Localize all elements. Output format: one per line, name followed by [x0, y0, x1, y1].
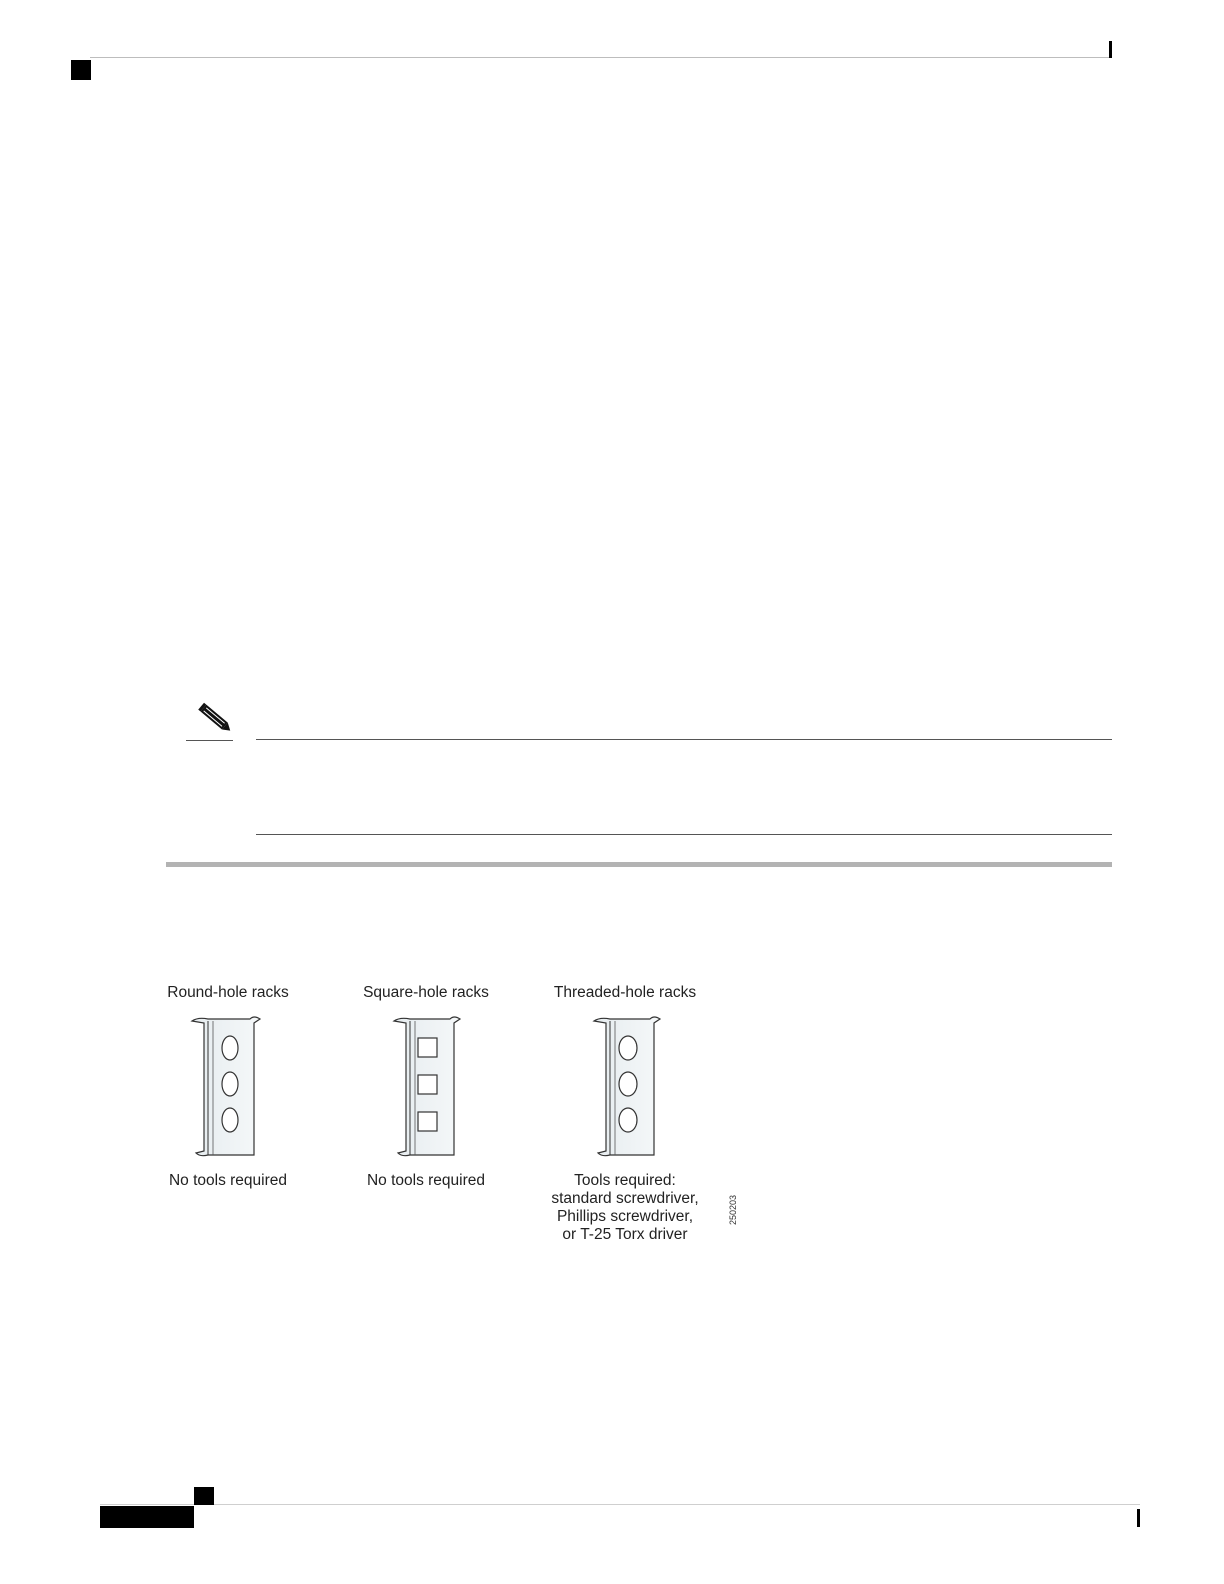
note-rule-short [186, 740, 233, 741]
header-marker [71, 60, 91, 80]
panel-title-square: Square-hole racks [363, 984, 489, 1001]
footer-marker [194, 1487, 214, 1505]
header-tick [1109, 41, 1112, 58]
panel-title-threaded: Threaded-hole racks [553, 984, 697, 1001]
panel-caption-threaded-3: Phillips screwdriver, [556, 1208, 694, 1225]
header-rule [90, 57, 1112, 58]
panel-caption-round: No tools required [168, 1172, 288, 1189]
note-pencil-icon [196, 700, 236, 736]
note-rule-bottom [256, 834, 1112, 835]
square-hole-rail [394, 1017, 460, 1156]
panel-caption-threaded-2: standard screwdriver, [551, 1190, 699, 1207]
note-rule-top [256, 739, 1112, 740]
panel-caption-threaded-1: Tools required: [574, 1172, 676, 1189]
section-divider [166, 862, 1112, 867]
threaded-hole-rail [594, 1017, 660, 1156]
figure-id: 250203 [728, 1194, 738, 1225]
panel-title-round: Round-hole racks [167, 984, 289, 1001]
footer-tick [1137, 1509, 1140, 1527]
footer-rule [100, 1504, 1140, 1505]
footer-block [100, 1506, 194, 1528]
rack-types-figure [150, 975, 750, 1255]
panel-caption-threaded-4: or T-25 Torx driver [562, 1226, 688, 1243]
round-hole-rail [192, 1017, 260, 1156]
panel-caption-square: No tools required [366, 1172, 486, 1189]
